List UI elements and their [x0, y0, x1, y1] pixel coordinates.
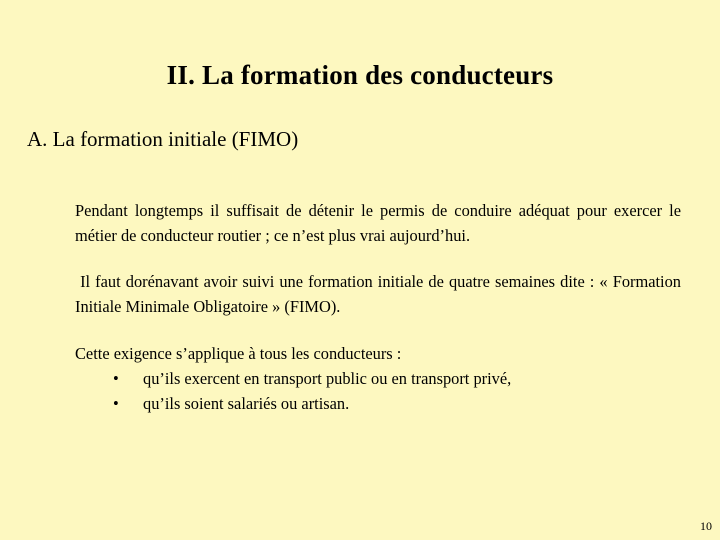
bullet-marker: •	[113, 369, 119, 388]
bullet-text: qu’ils exercent en transport public ou en transport privé,	[143, 369, 512, 388]
page-number: 10	[700, 519, 712, 533]
paragraph-fimo	[75, 269, 681, 319]
bullet-list	[75, 366, 681, 416]
list-item	[75, 366, 681, 391]
bullet-marker: •	[113, 394, 119, 413]
bullet-text: qu’ils soient salariés ou artisan.	[143, 394, 350, 413]
section-subtitle: A. La formation initiale (FIMO)	[27, 127, 299, 151]
slide-title: II. La formation des conducteurs	[166, 60, 554, 90]
paragraph-permis: Pendant longtemps il suffisait de détenir le permis de conduire adéquat pour exercer le métier de conducteur routier ; ce n’est plus vrai aujourd’hui.	[75, 201, 681, 245]
paragraph-exigence-intro: Cette exigence s’applique à tous les conducteurs :	[75, 344, 402, 363]
list-item	[75, 391, 681, 416]
paragraph-exigence	[75, 341, 681, 416]
paragraph-fimo-text: Il faut dorénavant avoir suivi une formation initiale de quatre semaines dite : « Formation Initiale Minimale Obligatoire » (FIMO).	[75, 272, 681, 316]
